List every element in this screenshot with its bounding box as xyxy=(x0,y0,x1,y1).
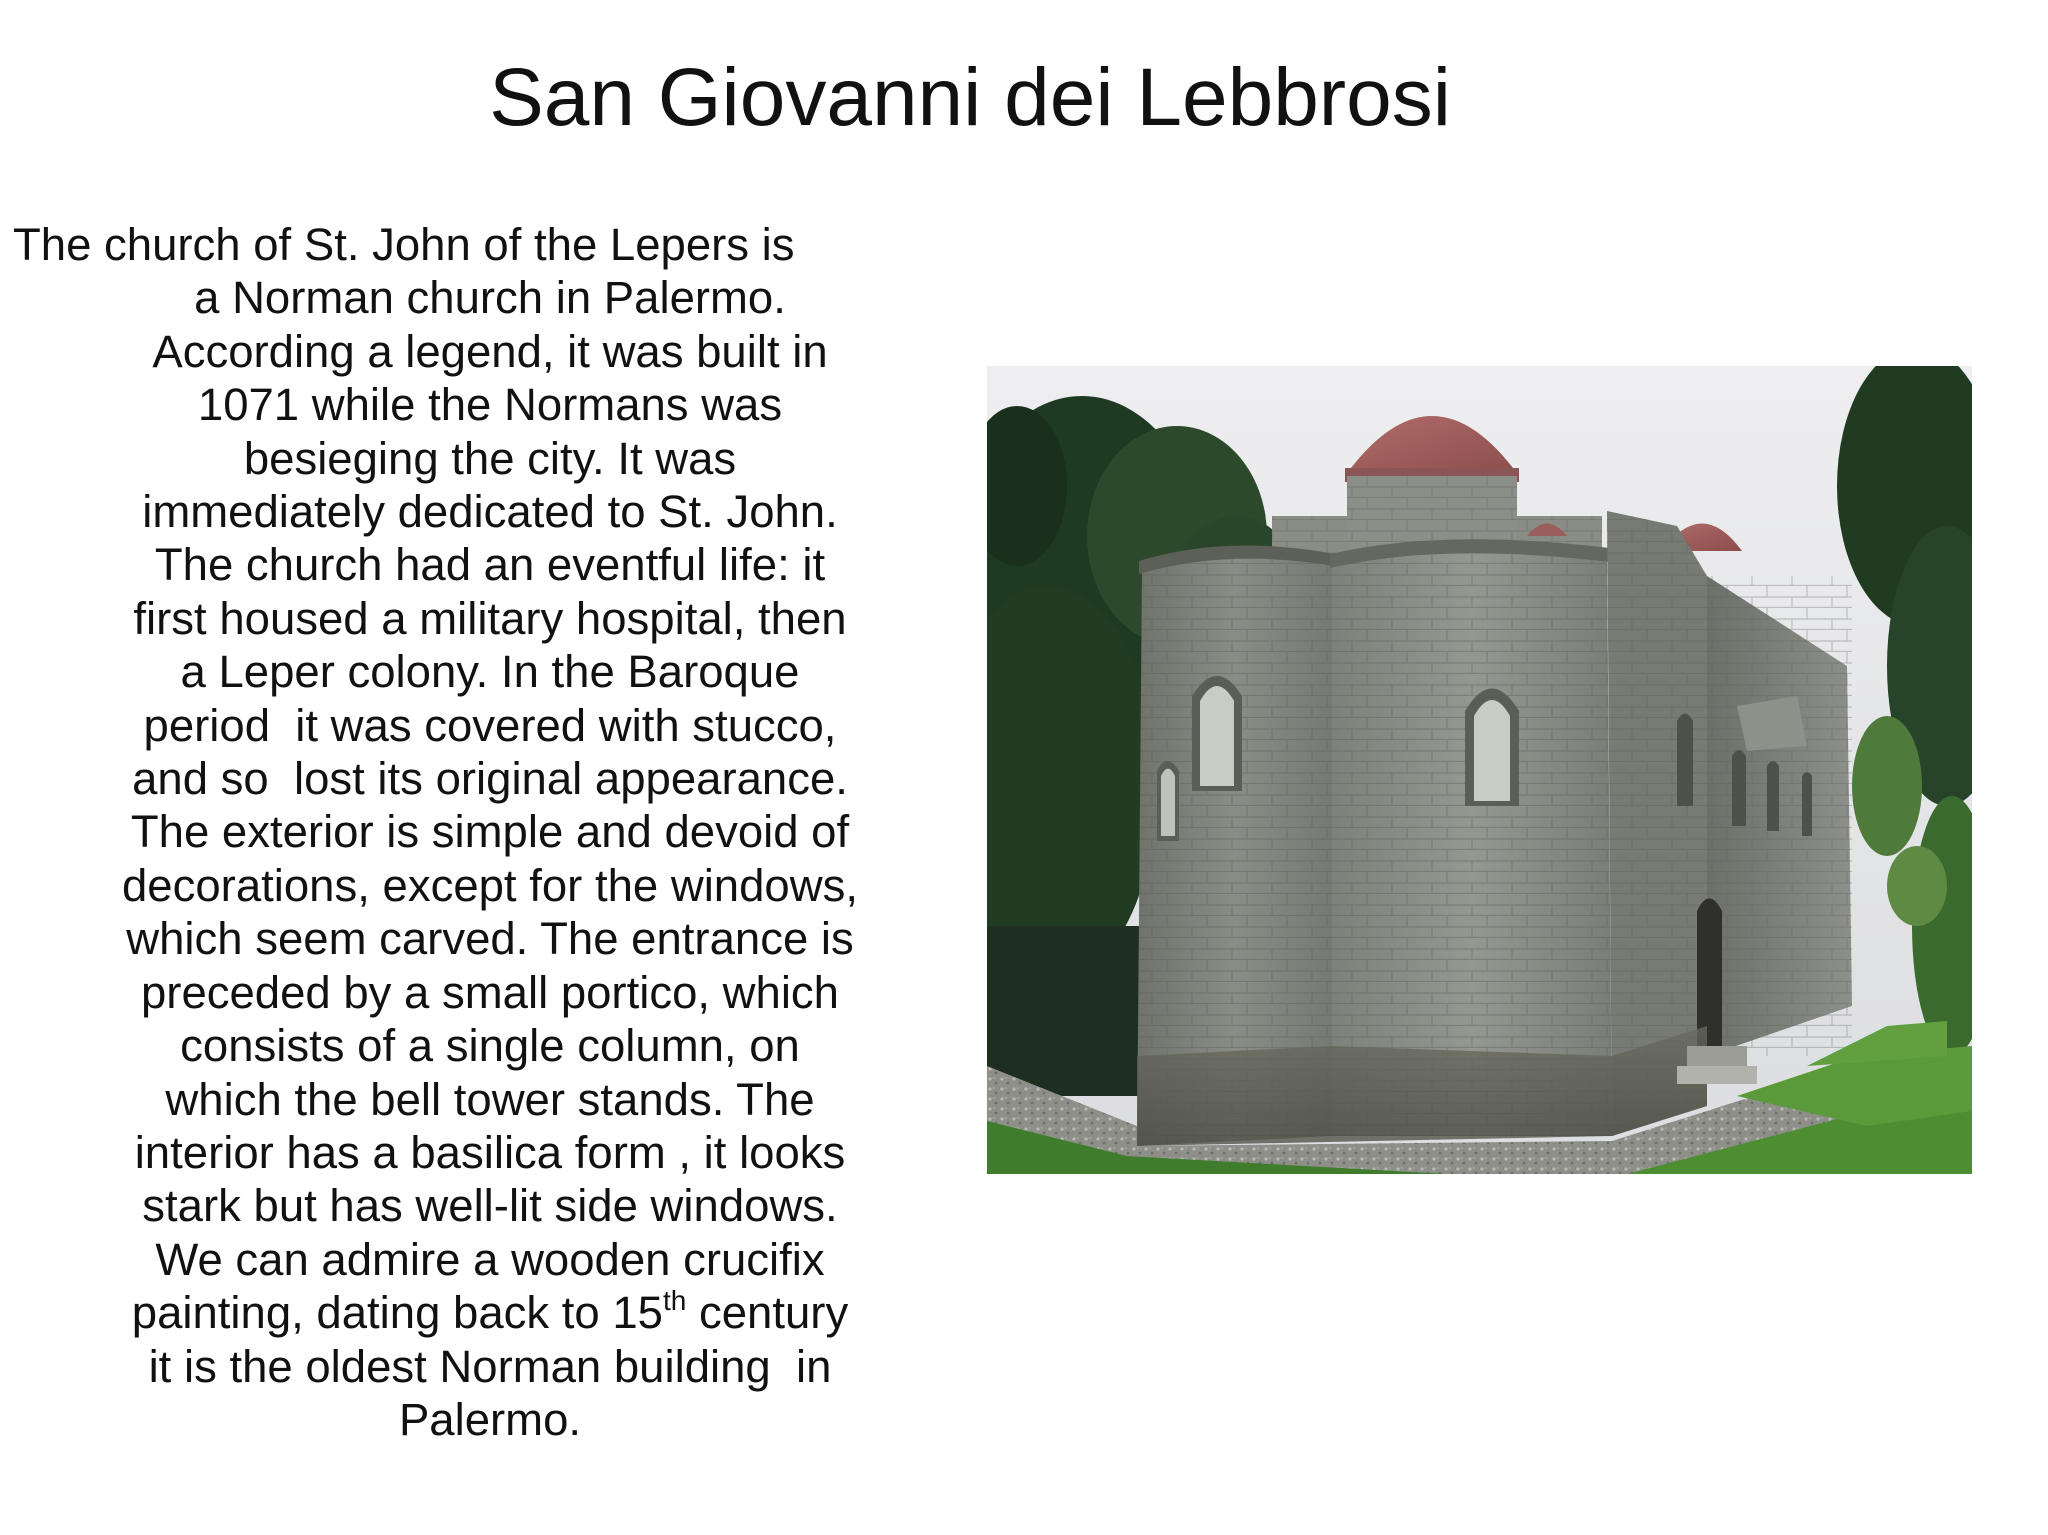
body-line: which seem carved. The entrance is xyxy=(126,913,854,965)
slide-title: San Giovanni dei Lebbrosi xyxy=(489,52,1451,143)
body-line: stark but has well-lit side windows. xyxy=(142,1180,838,1232)
body-line: interior has a basilica form , it looks xyxy=(134,1126,846,1178)
body-line: period it was covered with stucco, xyxy=(143,699,837,751)
century-line xyxy=(0,1286,980,1339)
body-line: which the bell tower stands. The xyxy=(165,1073,815,1125)
body-line: a Norman church in Palermo. xyxy=(194,272,786,324)
church-photo xyxy=(987,366,1972,1174)
body-line: and so lost its original appearance. xyxy=(132,753,848,805)
century-line-before: painting, dating back to 15 xyxy=(131,1287,663,1339)
body-line: We can admire a wooden crucifix xyxy=(155,1233,825,1285)
body-line: The church of St. John of the Lepers is xyxy=(13,219,795,270)
church-photo-illustration xyxy=(987,366,1972,1174)
body-line: immediately dedicated to St. John. xyxy=(142,486,838,538)
body-line: According a legend, it was built in xyxy=(152,325,828,377)
body-line: decorations, except for the windows, xyxy=(122,859,858,911)
body-line: it is the oldest Norman building in xyxy=(148,1340,832,1392)
body-line: The church had an eventful life: it xyxy=(154,539,826,591)
body-line: The exterior is simple and devoid of xyxy=(130,806,850,858)
body-line: consists of a single column, on xyxy=(180,1020,800,1072)
body-line: 1071 while the Normans was xyxy=(197,379,783,431)
body-line: first housed a military hospital, then xyxy=(133,592,847,644)
ordinal-superscript: th xyxy=(663,1285,687,1317)
body-text xyxy=(0,218,980,1446)
body-line: preceded by a small portico, which xyxy=(140,966,839,1018)
body-line: besieging the city. It was xyxy=(243,432,737,484)
body-line: a Leper colony. In the Baroque xyxy=(180,646,800,698)
century-line-after: century xyxy=(686,1287,849,1339)
body-line: Palermo. xyxy=(398,1393,582,1445)
